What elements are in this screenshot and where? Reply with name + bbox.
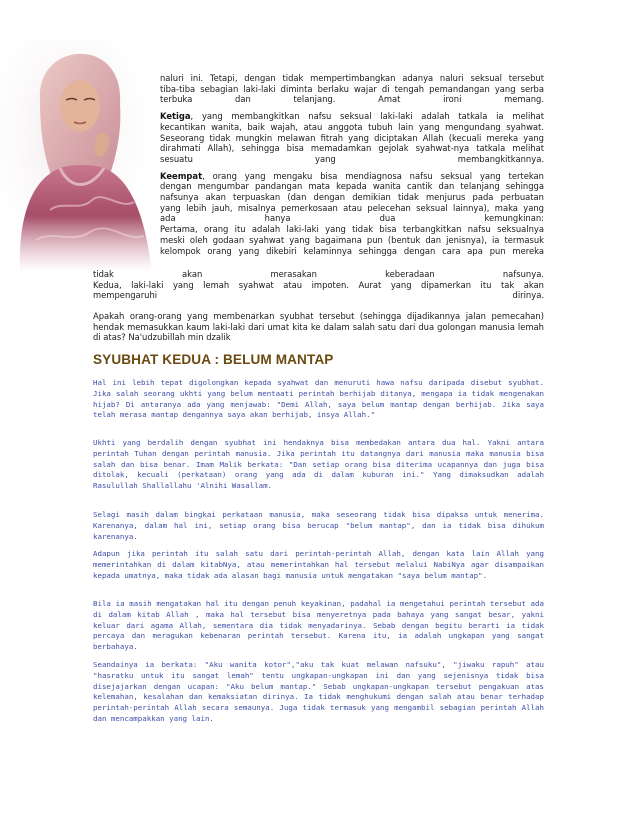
text-line: nafsunya akan terpuaskan (dan dengan demikian tidak menjurus pada perbuatan	[160, 192, 544, 203]
text-fragment: , orang yang mengaku bisa mendiagnosa nafsu seksual yang tertekan	[202, 170, 544, 181]
mono-paragraph-2	[93, 438, 544, 492]
text-line: Seseorang tidak mungkin melawan fitrah yang diciptakan Allah (kecuali mereka yang	[160, 132, 544, 143]
paragraph-text: Bila ia masih mengatakan hal itu dengan penuh keyakinan, padahal ia mengetahui perintah tersebut ada di dalam kitab Allah , maka hal tersebut bisa menyeretnya pada bahaya yang sangat besar, yakni keluar dari agama Allah, sementara dia tidak menyadarinya. Sebab dengan begitu berarti ia tidak percaya dan meragukan kebenaran perintah tersebut. Karena itu, ia adalah ungkapan yang sangat berbahaya.	[93, 599, 544, 652]
mono-paragraph-3	[93, 510, 544, 542]
mono-paragraph-4	[93, 549, 544, 581]
mono-paragraph-5	[93, 599, 544, 653]
text-line	[160, 171, 544, 182]
mono-paragraph-6	[93, 660, 544, 725]
top-text-block	[160, 73, 544, 262]
keempat-label: Keempat	[160, 170, 203, 181]
text-fragment: , yang membangkitkan nafsu seksual laki-laki adalah tatkala ia melihat	[190, 111, 544, 122]
paragraph-ketiga	[160, 111, 544, 165]
text-line: terbuka dan telanjang. Amat ironi memang.	[160, 94, 544, 105]
text-line: ada hanya dua kemungkinan:	[160, 213, 544, 224]
paragraph-naluri	[160, 73, 544, 105]
paragraph-keempat	[160, 171, 544, 257]
text-line: dirahmati Allah), sehingga bisa memadamkan gejolak syahwat-nya tatkala melihat	[160, 143, 544, 154]
question-paragraph	[93, 311, 544, 343]
woman-in-hijab-photo	[0, 40, 152, 272]
paragraph-text: Hal ini lebih tepat digolongkan kepada syahwat dan menuruti hawa nafsu daripada disebut syubhat. Jika salah seorang ukhti yang belum mentaati perintah berhijab ditanya, mengapa ia tidak mengenakan hijab? Di antaranya ada yang menjawab: "Demi Allah, saya belum mantap dengan berhijab. Jika saya telah merasa mantap dengannya saya akan berhijab, insya Allah."	[93, 378, 544, 420]
section-heading: SYUBHAT KEDUA : BELUM MANTAP	[93, 352, 334, 367]
text-line: dengan mengumbar pandangan mata kepada wanita cantik dan telanjang sehingga	[160, 181, 544, 192]
paragraph-text: Selagi masih dalam bingkai perkataan manusia, maka seseorang tidak bisa dipaksa untuk menerima. Karenanya, dalam hal ini, setiap orang bisa berucap "belum mantap", dan ia tidak bisa dihukum karenanya.	[93, 510, 544, 541]
paragraph-text: Ukhti yang berdalih dengan syubhat ini hendaknya bisa membedakan antara dua hal. Yakni antara perintah Tuhan dengan perintah manusia. Jika perintah itu datangnya dari manusia maka manusia bisa salah dan bisa benar. Imam Malik berkata: "Dan setiap orang bisa diterima ucapannya dan juga bisa ditolak, kecuali (perkataan) orang yang ada di dalam kuburan ini." Yang dimaksudkan adalah Rasulullah Shallallahu 'Alnihi Wasallam.	[93, 438, 544, 491]
ketiga-label: Ketiga	[160, 111, 191, 122]
text-line: kelompok orang yang dikebiri kelaminnya sehingga dengan cara apa pun mereka	[160, 245, 544, 256]
paragraph-text: Adapun jika perintah itu salah satu dari perintah-perintah Allah, dengan kata lain Allah yang memerintahkan di dalam kitabNya, atau memerintahkan hal tersebut melalui NabiNya agar disampaikan kepada umatnya, maka tidak ada alasan bagi manusia untuk mengatakan "saya belum mantap".	[93, 549, 544, 580]
text-line: kecantikan wanita, baik wajah, atau anggota tubuh lain yang mengundang syahwat.	[160, 121, 544, 132]
text-line: meski oleh godaan syahwat yang bagaimana pun (bentuk dan jenisnya), ia termasuk	[160, 234, 544, 245]
question-text: Apakah orang-orang yang membenarkan syubhat tersebut (sehingga dijadikannya jalan pemecahan) hendak memasukkan kaum laki-laki dari umat kita ke dalam salah satu dari dua golongan manusia lemah di atas? Na'udzubillah min dzalik	[93, 311, 544, 343]
text-line: tidak akan merasakan keberadaan nafsunya.	[93, 269, 544, 279]
text-line: mempengaruhi dirinya.	[93, 290, 544, 301]
text-line: tiba-tiba sebagian laki-laki diminta berlaku wajar di tengah pemandangan yang serba	[160, 83, 544, 94]
mono-paragraph-1	[93, 378, 544, 421]
paragraph-text: Seandainya ia berkata: "Aku wanita kotor","aku tak kuat melawan nafsuku", "jiwaku rapuh" atau "hasratku untuk itu sangat lemah" tentu ungkapan-ungkapan ini dan yang sejenisnya tidak bisa disejajarkan dengan ucapan: "Aku belum mantap." Sebab ungkapan-ungkapan tersebut pengakuan atas kelemahan, kesalahan dan kemaksiatan dirinya. Ia tidak menghukumi dengan salah atau benar terhadap perintah-perintah Allah secara semaunya. Juga tidak termasuk yang mengambil sebagian perintah Allah dan mencampakkan yang lain.	[93, 660, 544, 723]
text-line: Pertama, orang itu adalah laki-laki yang tidak bisa terbangkitkan nafsu seksualnya	[160, 224, 544, 235]
text-line	[160, 111, 544, 122]
text-line: yang lebih jauh, misalnya pemerkosaan atau pelecehan seksual lainnya), maka yang	[160, 202, 544, 213]
text-line: sesuatu yang membangkitkannya.	[160, 153, 544, 164]
continuation-block	[93, 269, 544, 301]
text-line: naluri ini. Tetapi, dengan tidak mempertimbangkan adanya naluri seksual tersebut	[160, 73, 544, 83]
text-line: Kedua, laki-laki yang lemah syahwat atau impoten. Aurat yang dipamerkan itu tak akan	[93, 279, 544, 290]
